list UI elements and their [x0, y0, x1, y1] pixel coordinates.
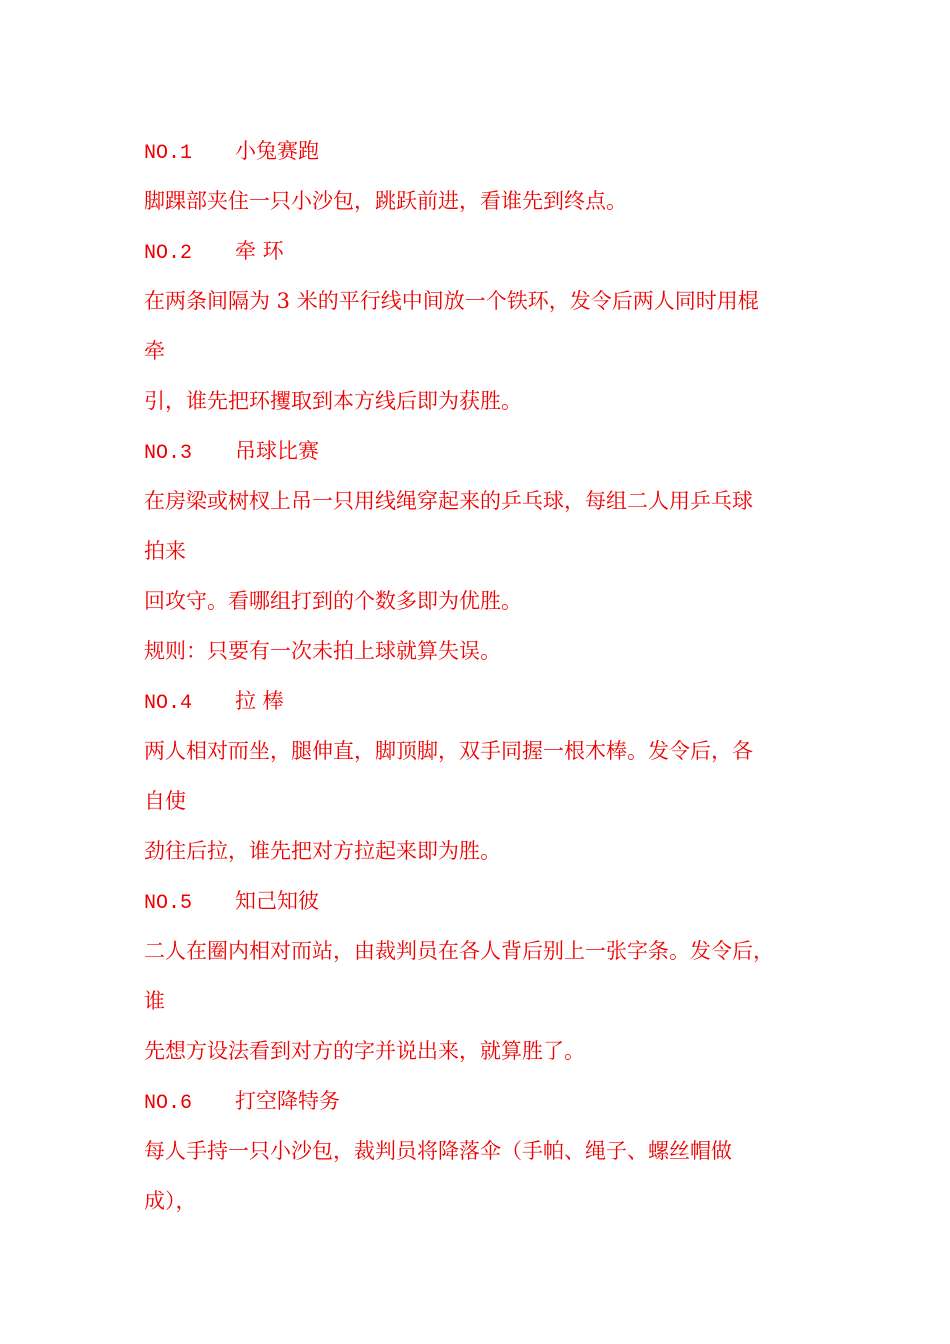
body-line: 二人在圈内相对而站，由裁判员在各人背后别上一张字条。发令后，: [144, 939, 774, 963]
section-heading-6: [144, 1086, 340, 1116]
body-line: 每人手持一只小沙包，裁判员将降落伞（手帕、绳子、螺丝帽做: [144, 1139, 732, 1163]
section-number: NO.6: [144, 1092, 193, 1115]
body-line: 规则：只要有一次未拍上球就算失误。: [144, 639, 501, 663]
section-heading-4: [144, 686, 284, 716]
section-number: NO.5: [144, 892, 193, 915]
section-title: 牵 环: [235, 239, 284, 263]
body-line: 引，谁先把环攫取到本方线后即为获胜。: [144, 389, 522, 413]
section-heading-2: [144, 236, 284, 266]
section-number: NO.2: [144, 242, 193, 265]
body-line: 回攻守。看哪组打到的个数多即为优胜。: [144, 589, 522, 613]
section-title: 知己知彼: [235, 889, 319, 913]
section-heading-5: [144, 886, 319, 916]
body-line: 谁: [144, 989, 165, 1013]
section-title: 小兔赛跑: [235, 139, 319, 163]
body-line: 劲往后拉，谁先把对方拉起来即为胜。: [144, 839, 501, 863]
section-number: NO.4: [144, 692, 193, 715]
body-line: 拍来: [144, 539, 186, 563]
body-line: 先想方设法看到对方的字并说出来，就算胜了。: [144, 1039, 585, 1063]
body-line: 自使: [144, 789, 186, 813]
section-title: 拉 棒: [235, 689, 284, 713]
section-heading-1: [144, 136, 319, 166]
section-title: 打空降特务: [235, 1089, 340, 1113]
section-number: NO.3: [144, 442, 193, 465]
body-line: 成），: [144, 1189, 197, 1213]
section-heading-3: [144, 436, 319, 466]
body-line: 脚踝部夹住一只小沙包，跳跃前进，看谁先到终点。: [144, 189, 627, 213]
body-line: 在两条间隔为 3 米的平行线中间放一个铁环，发令后两人同时用棍: [144, 289, 759, 313]
section-number: NO.1: [144, 142, 193, 165]
body-line: 牵: [144, 339, 165, 363]
body-line: 在房梁或树杈上吊一只用线绳穿起来的乒乓球，每组二人用乒乓球: [144, 489, 753, 513]
section-title: 吊球比赛: [235, 439, 319, 463]
body-line: 两人相对而坐，腿伸直，脚顶脚，双手同握一根木棒。发令后，各: [144, 739, 753, 763]
